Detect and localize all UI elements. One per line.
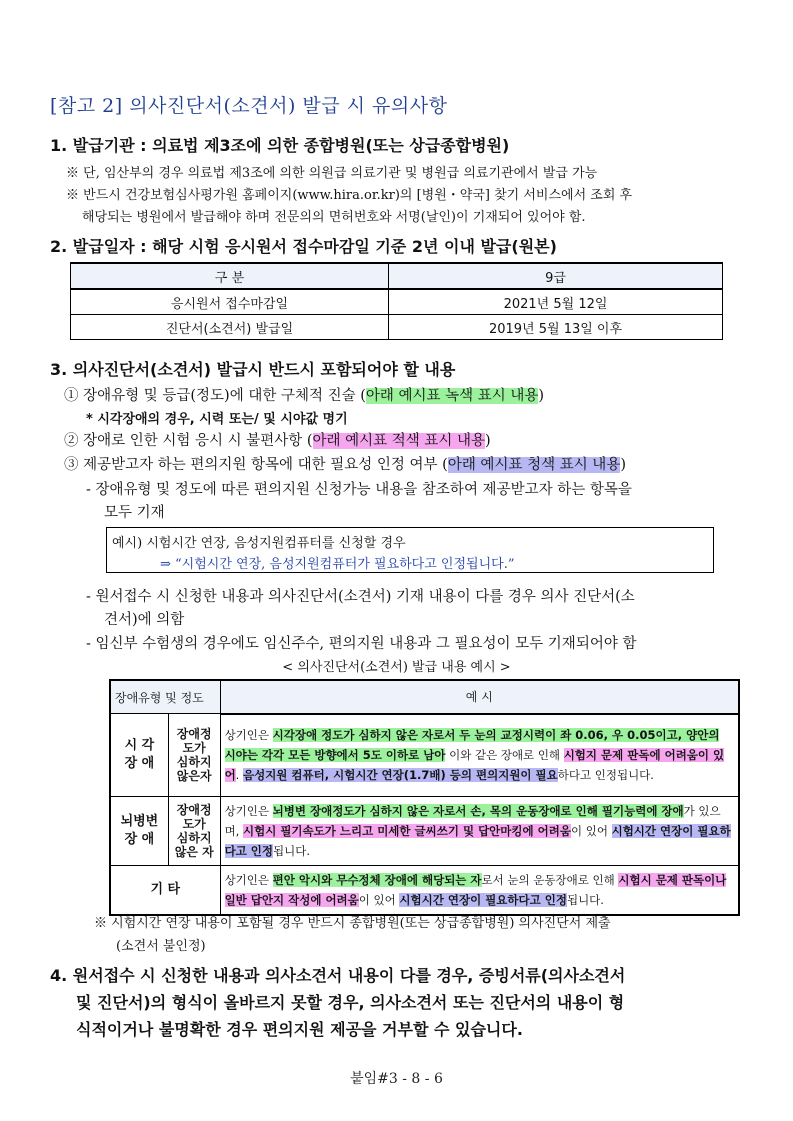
row-visual-description (220, 714, 739, 797)
desc-text: 이와 같은 장애로 인해 (445, 748, 564, 763)
section-2-heading: 2. 발급일자 : 해당 시험 응시원서 접수마감일 기준 2년 이내 발급(원본) (50, 237, 557, 256)
desc-text: 됩니다. (566, 893, 604, 907)
issue-date-table-header-grade: 9급 (389, 263, 723, 289)
example-table-caption: < 의사진단서(소견서) 발급 내용 예시 > (282, 660, 511, 675)
section-3-item-3 (64, 453, 626, 474)
section-3-item-1 (64, 384, 544, 405)
section-3-item-1-sub: * 시각장애의 경우, 시력 또는/ 및 시야값 명기 (86, 412, 348, 427)
desc-blue-highlight: 시험시간 연장이 필요하다고 인정 (224, 824, 731, 858)
page-number: 붙임#3 - 8 - 6 (350, 1071, 443, 1087)
page-title: [참고 2] 의사진단서(소견서) 발급 시 유의사항 (50, 95, 448, 117)
table-footnote-line-1: ※ 시험시간 연장 내용이 포함될 경우 반드시 종합병원(또는 상급종합병원) 의사진단서 제출 (94, 916, 611, 931)
desc-green-highlight: 뇌병변 장애정도가 심하지 않은 자로서 손, 목의 운동장애로 인해 필기능력에 장애 (272, 804, 684, 818)
example-line-2: ⇒ “시험시간 연장, 음성지원컴퓨터가 필요하다고 인정됩니다.” (160, 557, 515, 572)
item-1-green-highlight: 아래 예시표 녹색 표시 내용 (365, 388, 539, 404)
section-3-dash-1-line-2: 모두 기재 (104, 505, 165, 521)
item-3-text: ③ 제공받고자 하는 편의지원 항목에 대한 필요성 인정 여부 ( (64, 457, 448, 473)
certificate-example-table (109, 679, 740, 916)
item-1-close-paren: ) (538, 388, 545, 404)
desc-text: 가 있으며, (224, 804, 721, 838)
row-brain-description (220, 797, 739, 866)
item-3-blue-highlight: 아래 예시표 청색 표시 내용 (447, 457, 621, 473)
section-1-note-1: ※ 단, 임산부의 경우 의료법 제3조에 의한 의원급 의료기관 및 병원급 의료기관에서 발급 가능 (66, 166, 598, 181)
section-1-heading: 1. 발급기관 : 의료법 제3조에 의한 종합병원(또는 상급종합병원) (50, 136, 510, 155)
example-table-header-example: 예 시 (220, 680, 739, 714)
desc-green-highlight: 편안 악시와 무수정체 장애에 해당되는 자 (272, 873, 482, 887)
desc-green-highlight: 시각장애 정도가 심하지 않은 자로서 두 눈의 교정시력이 좌 0.06, 우 0.05이고, 양안의 시야는 각각 모든 방향에서 5도 이하로 남아 (224, 728, 720, 763)
row-brain-degree: 장애정 도가 심하지 않은 자 (168, 797, 220, 866)
issue-date-table (70, 262, 723, 340)
section-1-note-2-line-1: ※ 반드시 건강보험심사평가원 홈페이지(www.hira.or.kr)의 [병원・약국] 찾기 서비스에서 조회 후 (66, 188, 633, 203)
row-visual-category: 시 각 장 애 (110, 714, 168, 797)
issue-date-table-cell: 응시원서 접수마감일 (71, 289, 389, 315)
row-brain-category: 뇌병변 장 애 (110, 797, 168, 866)
desc-text: 상기인은 (224, 873, 273, 887)
section-4-line-3: 식적이거나 불명확한 경우 편의지원 제공을 거부할 수 있습니다. (76, 1020, 523, 1039)
section-3-dash-2-line-1: - 원서접수 시 신청한 내용과 의사진단서(소견서) 기재 내용이 다를 경우 의사 진단서(소 (86, 589, 635, 605)
section-3-dash-2-line-2: 견서)에 의함 (104, 612, 185, 628)
item-3-close-paren: ) (620, 457, 626, 473)
desc-text: 하다고 인정됩니다. (557, 768, 654, 783)
section-3-heading: 3. 의사진단서(소견서) 발급시 반드시 포함되어야 할 내용 (50, 360, 456, 379)
desc-text: 로서 눈의 운동장애로 인해 (481, 873, 619, 887)
desc-text: 상기인은 (224, 804, 273, 818)
item-2-pink-highlight: 아래 예시표 적색 표시 내용 (312, 433, 486, 449)
section-4-line-2: 및 진단서)의 형식이 올바르지 못할 경우, 의사소견서 또는 진단서의 내용이 형 (76, 993, 625, 1012)
desc-pink-highlight: 시험지 문제 판독에 어려움이 있어 (224, 748, 725, 783)
desc-text: . (235, 768, 243, 783)
desc-text: 이 있어 (358, 893, 400, 907)
section-3-item-2 (64, 429, 491, 450)
row-visual-degree: 장애정 도가 심하지 않은자 (168, 714, 220, 797)
desc-pink-highlight: 시험시 문제 판독이나 일반 답안지 작성에 어려움 (224, 873, 727, 907)
section-3-dash-1-line-1: - 장애유형 및 정도에 따른 편의지원 신청가능 내용을 참조하여 제공받고자 하는 항목을 (86, 482, 632, 498)
section-3-dash-3: - 임신부 수험생의 경우에도 임신주수, 편의지원 내용과 그 필요성이 모두 기재되어야 함 (86, 636, 637, 652)
desc-blue-highlight: 음성지원 컴퓨터, 시험시간 연장(1.7배) 등의 편의지원이 필요 (242, 768, 558, 783)
issue-date-table-header-category: 구 분 (71, 263, 389, 289)
table-footnote-line-2: (소견서 불인정) (116, 939, 206, 954)
desc-text: 됩니다. (273, 844, 310, 858)
section-4-line-1: 4. 원서접수 시 신청한 내용과 의사소견서 내용이 다를 경우, 증빙서류(의사소견서 (50, 966, 626, 985)
desc-text: 상기인은 (224, 728, 273, 743)
issue-date-table-cell: 2019년 5월 13일 이후 (389, 315, 723, 340)
desc-blue-highlight: 시험시간 연장이 필요하다고 인정 (399, 893, 567, 907)
example-line-1: 예시) 시험시간 연장, 음성지원컴퓨터를 신청할 경우 (112, 536, 406, 551)
item-1-text: ① 장애유형 및 등급(정도)에 대한 구체적 진술 ( (64, 388, 366, 404)
item-2-text: ② 장애로 인한 시험 응시 시 불편사항 ( (64, 433, 313, 449)
issue-date-table-cell: 2021년 5월 12일 (389, 289, 723, 315)
row-other-category: 기 타 (110, 866, 220, 916)
section-1-note-2-line-2: 해당되는 병원에서 발급해야 하며 전문의의 면허번호와 서명(날인)이 기재되어 있어야 함. (82, 210, 586, 225)
desc-pink-highlight: 시험시 필기속도가 느리고 미세한 글씨쓰기 및 답안마킹에 어려움 (242, 824, 571, 838)
example-table-header-type: 장애유형 및 정도 (110, 680, 220, 714)
issue-date-table-cell: 진단서(소견서) 발급일 (71, 315, 389, 340)
desc-text: 이 있어 (570, 824, 612, 838)
row-other-description (220, 866, 739, 916)
item-2-close-paren: ) (485, 433, 491, 449)
